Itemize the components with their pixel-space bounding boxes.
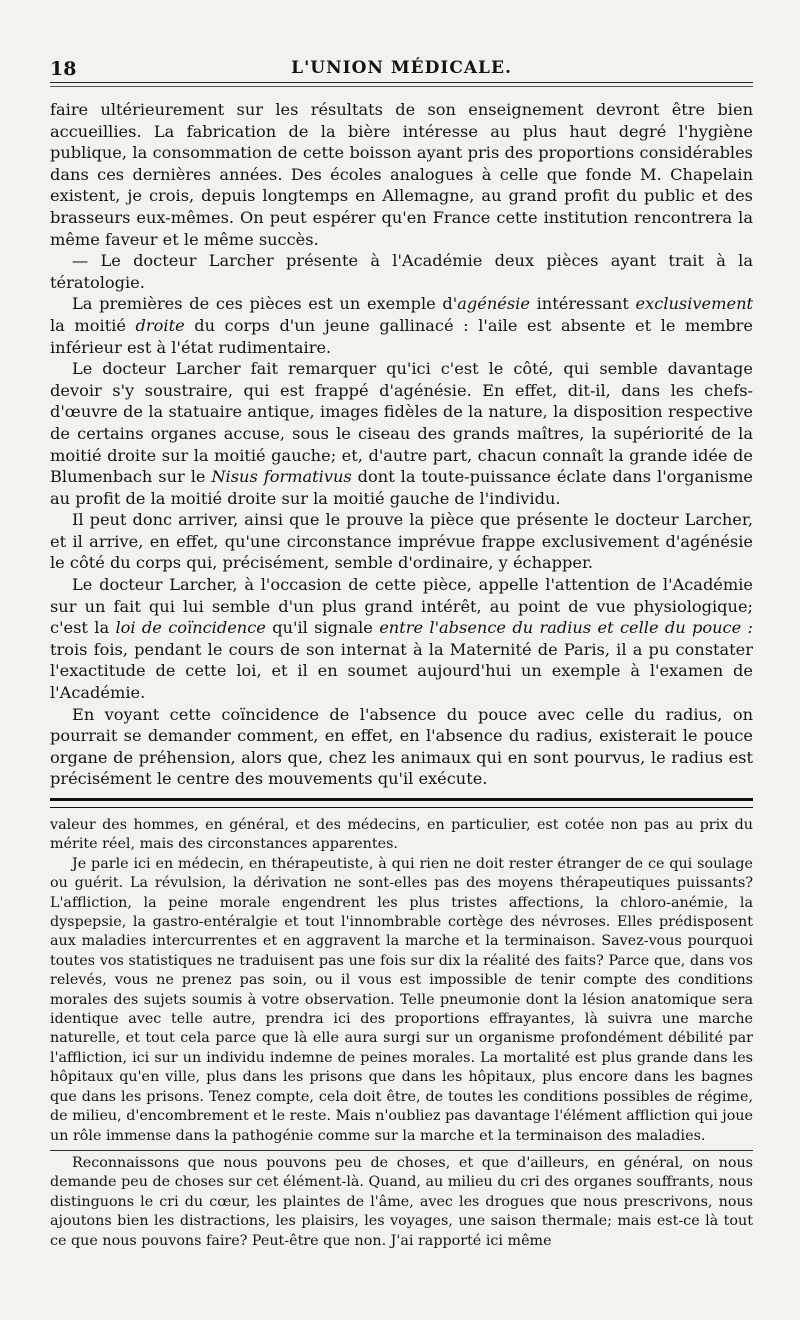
italic-term: Nisus formativus bbox=[211, 467, 352, 487]
feuilleton-body bbox=[50, 816, 753, 1251]
text-run: Le docteur Larcher fait remarquer qu'ici c'est le côté, qui semble davantage devoir s'y soustraire, qui est frappé d'agénésie. En effet, dit-il, dans les chefs-d'œuvre de la statuaire antique, images fidèles de la nature, la disposition respective de certains organes accuse, sous le ciseau des grands maîtres, la supériorité de la moitié droite sur la moitié gauche; et, d'autre part, chacun connaît la grande idée de Blumenbach sur le bbox=[50, 359, 753, 487]
text-run: dont la toute-puissance éclate dans l'organisme au profit de la moitié droite sur la moitié gauche de l'individu. bbox=[50, 467, 754, 508]
text-run: Le docteur Larcher, à l'occasion de cette pièce, appelle l'attention de l'Académie sur un fait qui lui semble d'un plus grand intérêt, au point de vue physiologique; c'est la bbox=[50, 575, 753, 638]
journal-page bbox=[50, 52, 753, 1251]
paragraph-6 bbox=[50, 574, 753, 704]
article-body bbox=[50, 99, 753, 790]
feuilleton-divider-thin bbox=[50, 807, 753, 808]
italic-term: droite bbox=[135, 315, 185, 335]
text-run: intéressant bbox=[529, 294, 636, 314]
text-run: du corps d'un jeune gallinacé : l'aile est absente et le membre inférieur est à l'état rudimentaire. bbox=[50, 315, 753, 357]
feuilleton-divider bbox=[50, 798, 753, 801]
feuilleton-separator bbox=[50, 1150, 753, 1151]
page-number: 18 bbox=[50, 58, 77, 80]
italic-term: agénésie bbox=[457, 294, 530, 314]
feuilleton-paragraph-1: valeur des hommes, en général, et des médecins, en particulier, est cotée non pas au prix du mérite réel, mais des circonstances apparentes. bbox=[50, 817, 753, 853]
italic-term: loi de coïncidence bbox=[115, 618, 266, 638]
paragraph-5: Il peut donc arriver, ainsi que le prouve la pièce que présente le docteur Larcher, et il arrive, en effet, qu'une circonstance imprévue frappe exclusivement d'agénésie le côté du corps qui, précisément, semble d'ordinaire, y échapper. bbox=[50, 510, 753, 573]
feuilleton-paragraph-2: Je parle ici en médecin, en thérapeutiste, à qui rien ne doit rester étranger de ce qui soulage ou guérit. La révulsion, la dérivation ne sont-elles pas des moyens thérapeutiques puissants? L'affliction, la peine morale engendrent les plus tristes affections, la chloro-anémie, la dyspepsie, la gastro-entéralgie et tout l'innombrable cortège des névroses. Elles prédisposent aux maladies intercurrentes et en aggravent la marche et la terminaison. Savez-vous pourquoi toutes vos statistiques ne traduisent pas une fois sur dix la réalité des faits? Parce que, dans vos relevés, vous ne prenez pas soin, ou il vous est impossible de tenir compte des conditions morales des sujets soumis à votre observation. Telle pneumonie dont la lésion anatomique sera identique avec telle autre, prendra ici des proportions effrayantes, là suivra une marche naturelle, et tout cela parce que là elle aura surgi sur un organisme profondément débilité par l'affliction, ici sur un individu indemne de peines morales. La mortalité est plus grande dans les hôpitaux qu'en ville, plus dans les prisons que dans les hôpitaux, plus encore dans les bagnes que dans les prisons. Tenez compte, cela doit être, de toutes les conditions possibles de régime, de milieu, d'encombrement et le reste. Mais n'oubliez pas davantage l'élément affliction qui joue un rôle immense dans la pathogénie comme sur la marche et la terminaison des maladies. bbox=[50, 855, 753, 1144]
italic-term: entre l'absence du radius et celle du pouce : bbox=[379, 618, 754, 638]
text-run: trois fois, pendant le cours de son internat à la Maternité de Paris, il a pu constater l'exactitude de cette loi, et il en soumet aujourd'hui un exemple à l'examen de l'Académie. bbox=[50, 639, 753, 703]
paragraph-3 bbox=[50, 293, 753, 358]
feuilleton-paragraph-3: Reconnaissons que nous pouvons peu de choses, et que d'ailleurs, en général, on nous demande peu de choses sur cet élément-là. Quand, au milieu du cri des organes souffrants, nous distinguons le cri du cœur, les plaintes de l'âme, avec les drogues que nous prescrivons, nous ajoutons bien les distractions, les plaisirs, les voyages, une saison thermale; mais est-ce là tout ce que nous pouvons faire? Peut-être que non. J'ai rapporté ici même bbox=[50, 1154, 753, 1249]
paragraph-1: faire ultérieurement sur les résultats de son enseignement devront être bien accueillies. La fabrication de la bière intéresse au plus haut degré l'hygiène publique, la consommation de cette boisson ayant pris des proportions considérables dans ces dernières années. Des écoles analogues à celle que fonde M. Chapelain existent, je crois, depuis longtemps en Allemagne, au grand profit du public et des brasseurs eux-mêmes. On peut espérer qu'en France cette institution rencontrera la même faveur et le même succès. bbox=[50, 100, 753, 249]
running-title: L'UNION MÉDICALE. bbox=[291, 58, 512, 78]
paragraph-2: — Le docteur Larcher présente à l'Académie deux pièces ayant trait à la tératologie. bbox=[50, 251, 753, 292]
header-rule bbox=[50, 86, 753, 87]
text-run: la moitié bbox=[50, 315, 136, 335]
paragraph-7: En voyant cette coïncidence de l'absence du pouce avec celle du radius, on pourrait se demander comment, en effet, en l'absence du radius, existerait le pouce organe de préhension, alors que, chez les animaux qui en sont pourvus, le radius est précisément le centre des mouvements qu'il exécute. bbox=[50, 704, 753, 789]
page-header bbox=[50, 52, 753, 83]
paragraph-4 bbox=[50, 358, 753, 509]
text-run: qu'il signale bbox=[265, 618, 380, 638]
text-run: La premières de ces pièces est un exemple d' bbox=[72, 294, 458, 314]
italic-term: exclusivement bbox=[635, 294, 753, 314]
